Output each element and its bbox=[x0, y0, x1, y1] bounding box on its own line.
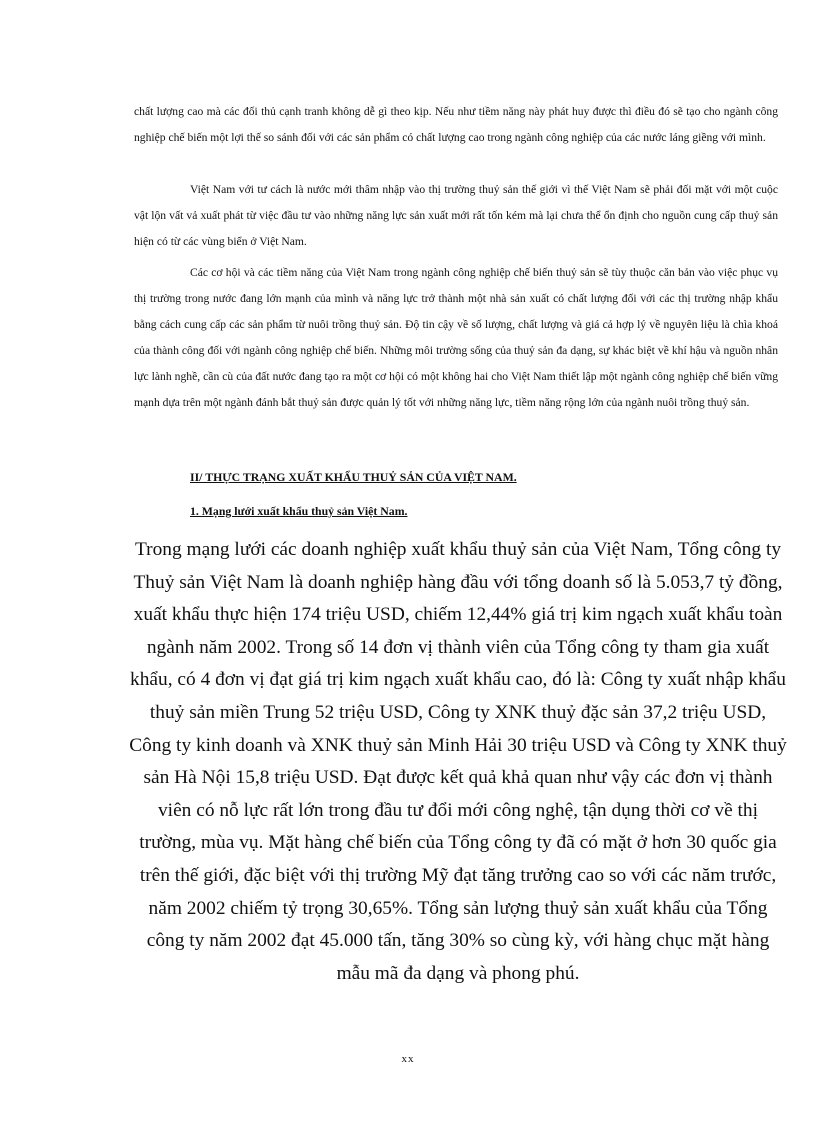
export-network-paragraph: Trong mạng lưới các doanh nghiệp xuất khẩu thuỷ sản của Việt Nam, Tổng công ty Thuỷ sản Việt Nam là doanh nghiệp hàng đầu với tổng doanh số là 5.053,7 tỷ đồng, xuất khẩu thực hiện 174 triệu USD, chiếm 12,44% giá trị kim ngạch xuất khẩu toàn ngành năm 2002. Trong số 14 đơn vị thành viên của Tổng công ty tham gia xuất khẩu, có 4 đơn vị đạt giá trị kim ngạch xuất khẩu cao, đó là: Công ty xuất nhập khẩu thuỷ sản miền Trung 52 triệu USD, Công ty XNK thuỷ đặc sản 37,2 triệu USD, Công ty kinh doanh và XNK thuỷ sản Minh Hải 30 triệu USD và Công ty XNK thuỷ sản Hà Nội 15,8 triệu USD. Đạt được kết quả khả quan như vậy các đơn vị thành viên có nỗ lực rất lớn trong đầu tư đổi mới công nghệ, tận dụng thời cơ về thị trường, mùa vụ. Mặt hàng chế biến của Tổng công ty đã có mặt ở hơn 30 quốc gia trên thế giới, đặc biệt với thị trường Mỹ đạt tăng trưởng cao so với các năm trước, năm 2002 chiếm tỷ trọng 30,65%. Tổng sản lượng thuỷ sản xuất khẩu của Tổng công ty năm 2002 đạt 45.000 tấn, tăng 30% so cùng kỳ, với hàng chục mặt hàng mẫu mã đa dạng và phong phú. bbox=[129, 539, 787, 984]
paragraph-opportunities: Các cơ hội và các tiềm năng của Việt Nam trong ngành công nghiệp chế biến thuỷ sản sẽ tùy thuộc căn bản vào việc phục vụ thị trường trong nước đang lớn mạnh của mình và năng lực trở thành một nhà sản xuất có chất lượng đối với các thị trường nhập khẩu bằng cách cung cấp các sản phẩm từ nuôi trồng thuỷ sản. Độ tin cậy về số lượng, chất lượng và giá cả hợp lý về nguyên liệu là chìa khoá của thành công đối với ngành công nghiệp chế biến. Những môi trường sống của thuỷ sản đa dạng, sự khác biệt về khí hậu và nguồn nhân lực lành nghề, cần cù của đất nước đang tạo ra một cơ hội có một không hai cho Việt Nam thiết lập một ngành công nghiệp chế biến vững mạnh dựa trên một ngành đánh bắt thuỷ sản được quản lý tốt với những năng lực, tiềm năng rộng lớn của ngành nuôi trồng thuỷ sản. bbox=[134, 266, 778, 409]
section-heading: II/ THỰC TRẠNG XUẤT KHẨU THUỶ SẢN CỦA VIỆT NAM. bbox=[190, 470, 517, 484]
paragraph-market-entry: Việt Nam với tư cách là nước mới thâm nhập vào thị trường thuỷ sản thế giới vì thế Việt Nam sẽ phải đối mặt với một cuộc vật lộn vất vả xuất phát từ việc đầu tư vào những năng lực sản xuất mới rất tốn kém mà lại chưa thể ổn định cho nguồn cung cấp thuỷ sản hiện có từ các vùng biển ở Việt Nam. bbox=[134, 183, 778, 248]
subsection-heading: 1. Mạng lưới xuất khẩu thuỷ sản Việt Nam. bbox=[190, 504, 408, 518]
page-number: xx bbox=[401, 1053, 415, 1065]
paragraph-competition: chất lượng cao mà các đối thủ cạnh tranh không dễ gì theo kịp. Nếu như tiềm năng này phát huy được thì điều đó sẽ tạo cho ngành công nghiệp chế biến một lợi thế so sánh đối với các sản phẩm có chất lượng cao trong ngành công nghiệp của các nước láng giềng với mình. bbox=[134, 105, 778, 144]
